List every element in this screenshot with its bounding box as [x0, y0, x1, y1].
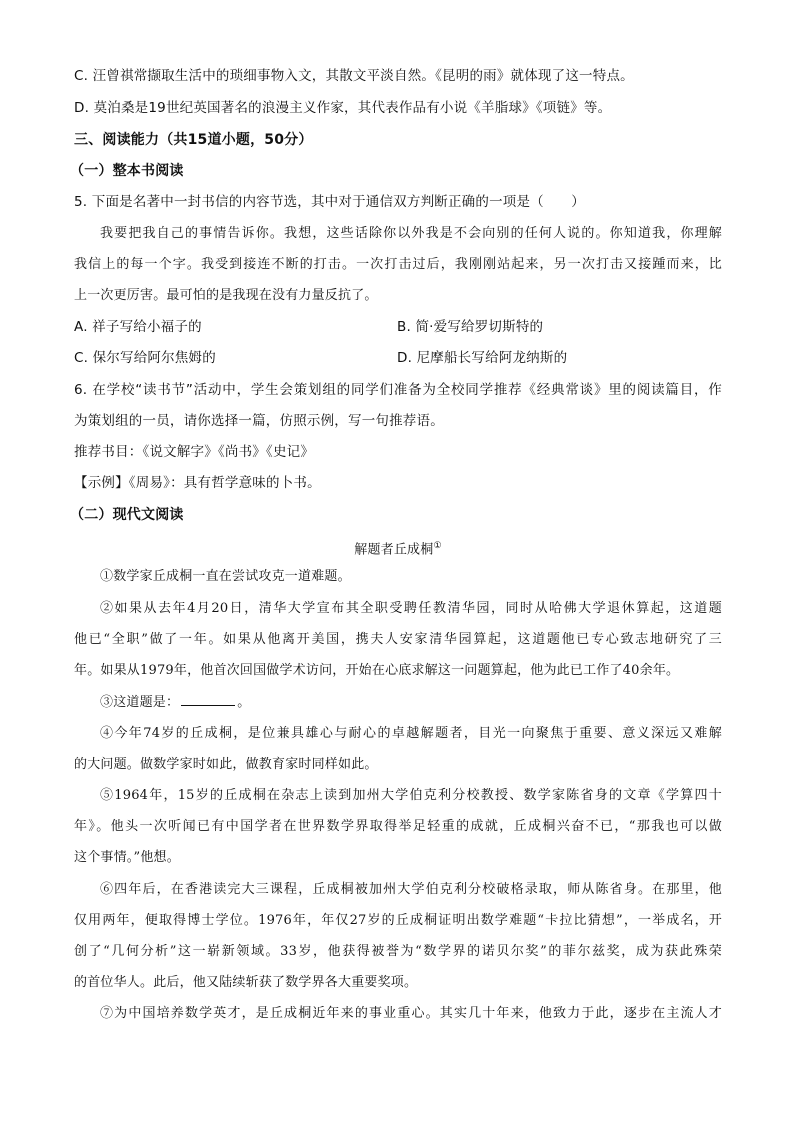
article-title [74, 537, 722, 559]
paragraph-2-line: ②如果从去年4月20日，清华大学宣布其全职受聘任教清华园，同时从哈佛大学退休算起，这道题 [100, 601, 722, 616]
question-6-line: 6. 在学校“读书节”活动中，学生会策划组的同学们准备为全校同学推荐《经典常谈》里的阅读篇目，作 [74, 382, 722, 398]
q6-example: 【示例】《周易》：具有哲学意味的卜书。 [74, 475, 321, 491]
option-c-q4: C. 汪曾祺常撷取生活中的琐细事物入文，其散文平淡自然。《昆明的雨》就体现了这一特点。 [74, 68, 634, 84]
part-2-title: （二）现代文阅读 [70, 507, 184, 523]
paragraph-5-line: ⑤1964年，15岁的丘成桐在杂志上读到加州大学伯克利分校教授、数学家陈省身的文章《学算四十 [100, 788, 722, 803]
paragraph-2-line: 他已“全职”做了一年。如果从他离开美国，携夫人安家清华园算起，这道题他已专心致志地研究了三 [74, 632, 722, 647]
recommended-books: 推荐书目：《说文解字》《尚书》《史记》 [74, 444, 315, 460]
letter-excerpt-line: 我信上的每一个字。我受到接连不断的打击。一次打击过后，我刚刚站起来，另一次打击又接踵而来，比 [74, 257, 722, 272]
paragraph-4-line: 的大问题。做数学家时如此，做教育家时同样如此。 [74, 757, 378, 772]
paragraph-1: ①数学家丘成桐一直在尝试攻克一道难题。 [100, 569, 351, 584]
paragraph-6-line: 创了“几何分析”这一崭新领域。33岁，他获得被誉为“数学界的诺贝尔奖”的菲尔兹奖，成为获此殊荣 [74, 944, 722, 959]
option-d-q4: D. 莫泊桑是19世纪英国著名的浪漫主义作家，其代表作品有小说《羊脂球》《项链》等。 [74, 100, 612, 116]
question-6-line: 为策划组的一员，请你选择一篇，仿照示例，写一句推荐语。 [74, 413, 444, 429]
paragraph-3-text: ③这道题是： [100, 695, 180, 710]
q5-option-c: C. 保尔写给阿尔焦姆的 [74, 350, 216, 366]
question-5-stem: 5. 下面是名著中一封书信的内容节选，其中对于通信双方判断正确的一项是（ ） [74, 194, 585, 210]
section-3-title: 三、阅读能力（共15道小题，50分） [74, 132, 313, 148]
paragraph-6-line: 的首位华人。此后，他又陆续斩获了数学界各大重要奖项。 [74, 975, 418, 990]
paragraph-3 [74, 693, 722, 712]
answer-blank[interactable] [181, 693, 235, 706]
q5-option-b: B. 简·爱写给罗切斯特的 [397, 319, 544, 335]
letter-excerpt-line: 上一次更厉害。最可怕的是我现在没有力量反抗了。 [74, 288, 378, 303]
q5-option-d: D. 尼摩船长写给阿龙纳斯的 [397, 350, 568, 366]
paragraph-6-line: 仅用两年，便取得博士学位。1976年，年仅27岁的丘成桐证明出数学难题“卡拉比猜想”，一举成名，开 [74, 913, 722, 928]
paragraph-3-end: 。 [237, 695, 251, 710]
paragraph-6-line: ⑥四年后，在香港读完大三课程，丘成桐被加州大学伯克利分校破格录取，师从陈省身。在那里，他 [100, 882, 722, 897]
paragraph-5-line: 这个事情。”他想。 [74, 850, 180, 865]
part-1-title: （一）整本书阅读 [70, 163, 184, 179]
article-title-text: 解题者丘成桐 [354, 542, 434, 558]
paragraph-5-line: 年》。他头一次听闻已有中国学者在世界数学界取得举足轻重的成就，丘成桐兴奋不已，“那我也可以做 [74, 819, 722, 834]
paragraph-7-line: ⑦为中国培养数学英才，是丘成桐近年来的事业重心。其实几十年来，他致力于此，逐步在主流人才 [100, 1006, 722, 1021]
footnote-mark: ① [433, 541, 442, 551]
q5-option-a: A. 祥子写给小福子的 [74, 319, 202, 335]
letter-excerpt-line: 我要把我自己的事情告诉你。我想，这些话除你以外我是不会向别的任何人说的。你知道我，你理解 [100, 226, 722, 241]
paragraph-2-line: 年。如果从1979年，他首次回国做学术访问，开始在心底求解这一问题算起，他为此已工作了40余年。 [74, 663, 680, 678]
paragraph-4-line: ④今年74岁的丘成桐，是位兼具雄心与耐心的卓越解题者，目光一向聚焦于重要、意义深远又难解 [100, 726, 722, 741]
